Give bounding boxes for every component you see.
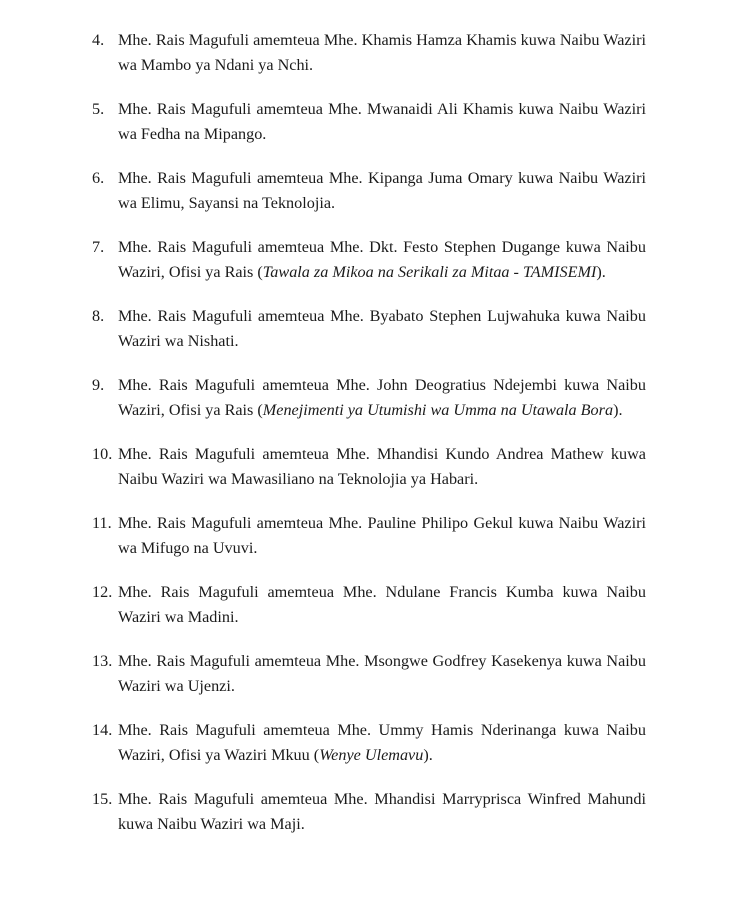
item-number: 9. [92, 376, 105, 394]
item-number: 8. [92, 307, 105, 325]
item-number: 4. [92, 31, 105, 49]
list-item [92, 787, 646, 837]
list-item [92, 511, 646, 561]
item-text: Mhe. Rais Magufuli amemteua Mhe. Dkt. Festo Stephen Dugange kuwa Naibu Waziri, Ofisi ya Rais ( [118, 238, 646, 281]
item-italic-text: Tawala za Mikoa na Serikali za Mitaa - TAMISEMI [262, 263, 597, 281]
item-number: 11. [92, 514, 112, 532]
item-text: Mhe. Rais Magufuli amemteua Mhe. Pauline Philipo Gekul kuwa Naibu Waziri wa Mifugo na Uvuvi. [118, 514, 646, 557]
item-tail: ). [613, 401, 623, 419]
list-item [92, 235, 646, 285]
list-item [92, 718, 646, 768]
item-number: 7. [92, 238, 105, 256]
item-text: Mhe. Rais Magufuli amemteua Mhe. John Deogratius Ndejembi kuwa Naibu Waziri, Ofisi ya Rais ( [118, 376, 646, 419]
item-text: Mhe. Rais Magufuli amemteua Mhe. Khamis Hamza Khamis kuwa Naibu Waziri wa Mambo ya Ndani ya Nchi. [118, 31, 646, 74]
item-number: 5. [92, 100, 105, 118]
item-italic-text: Wenye Ulemavu [319, 746, 424, 764]
item-number: 13. [92, 652, 113, 670]
list-item [92, 28, 646, 78]
item-tail: ). [596, 263, 606, 281]
item-number: 12. [92, 583, 113, 601]
item-text: Mhe. Rais Magufuli amemteua Mhe. Msongwe Godfrey Kasekenya kuwa Naibu Waziri wa Ujenzi. [118, 652, 646, 695]
item-number: 10. [92, 445, 113, 463]
item-text: Mhe. Rais Magufuli amemteua Mhe. Mwanaidi Ali Khamis kuwa Naibu Waziri wa Fedha na Mipango. [118, 100, 646, 143]
list-item [92, 649, 646, 699]
item-tail: ). [423, 746, 433, 764]
item-text: Mhe. Rais Magufuli amemteua Mhe. Ndulane Francis Kumba kuwa Naibu Waziri wa Madini. [118, 583, 646, 626]
item-number: 6. [92, 169, 105, 187]
list-item [92, 304, 646, 354]
list-item [92, 442, 646, 492]
list-item [92, 97, 646, 147]
list-item [92, 373, 646, 423]
item-text: Mhe. Rais Magufuli amemteua Mhe. Kipanga Juma Omary kuwa Naibu Waziri wa Elimu, Sayansi na Teknolojia. [118, 169, 646, 212]
item-text: Mhe. Rais Magufuli amemteua Mhe. Byabato Stephen Lujwahuka kuwa Naibu Waziri wa Nishati. [118, 307, 646, 350]
item-number: 14. [92, 721, 113, 739]
item-text: Mhe. Rais Magufuli amemteua Mhe. Ummy Hamis Nderinanga kuwa Naibu Waziri, Ofisi ya Waziri Mkuu ( [118, 721, 646, 764]
item-italic-text: Menejimenti ya Utumishi wa Umma na Utawala Bora [262, 401, 614, 419]
item-text: Mhe. Rais Magufuli amemteua Mhe. Mhandisi Marryprisca Winfred Mahundi kuwa Naibu Waziri wa Maji. [118, 790, 646, 833]
item-text: Mhe. Rais Magufuli amemteua Mhe. Mhandisi Kundo Andrea Mathew kuwa Naibu Waziri wa Mawasiliano na Teknolojia ya Habari. [118, 445, 646, 488]
appointments-list [92, 28, 646, 856]
list-item [92, 580, 646, 630]
list-item [92, 166, 646, 216]
item-number: 15. [92, 790, 113, 808]
